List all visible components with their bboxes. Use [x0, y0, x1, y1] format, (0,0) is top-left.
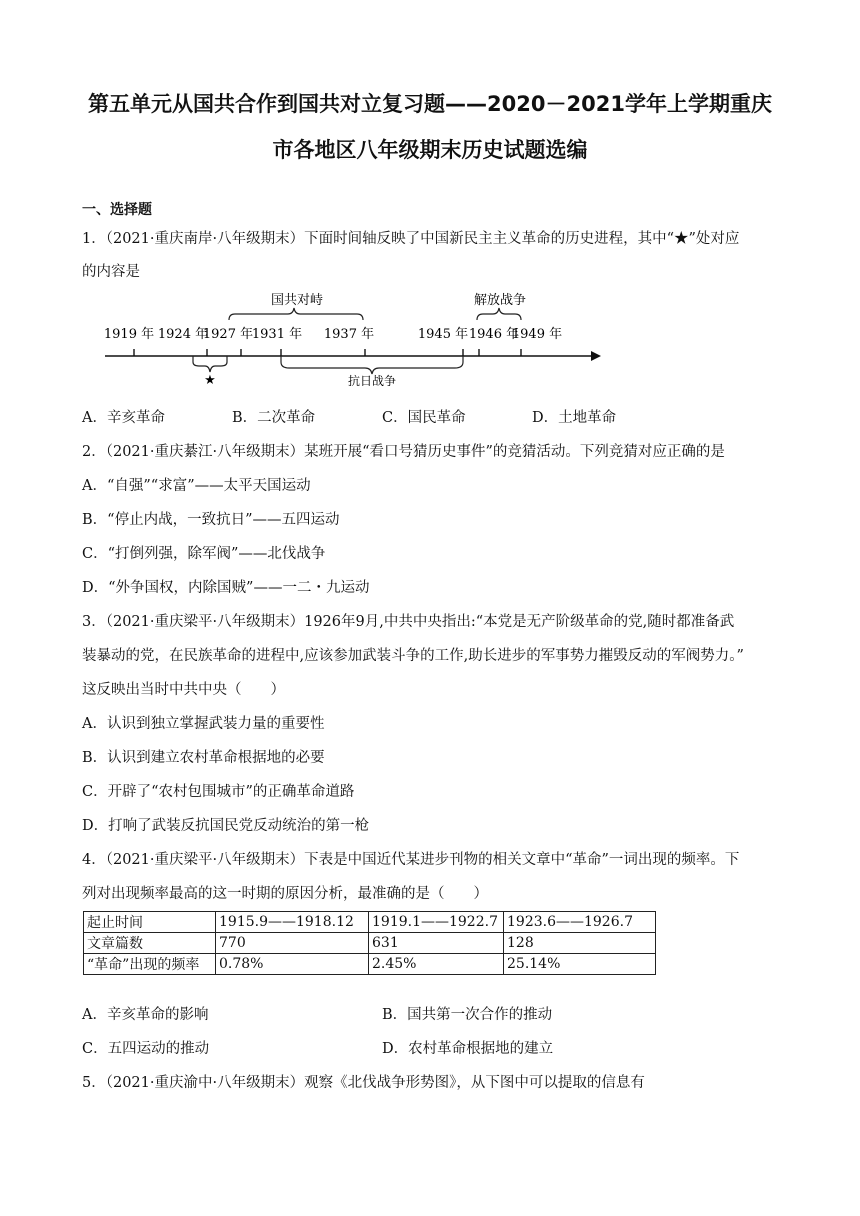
- q2-option-c: C．“打倒列强，除军阀”——北伐战争: [82, 546, 326, 562]
- q4-option-b: B．国共第一次合作的推动: [382, 1007, 553, 1023]
- table-cell: 128: [504, 933, 656, 954]
- q4-stem-line-1: 4．（2021·重庆梁平·八年级期末）下表是中国近代某进步刊物的相关文章中“革命”一词出现的频率。下: [82, 852, 740, 868]
- table-cell: 2.45%: [369, 954, 504, 975]
- q3-option-c: C．开辟了“农村包围城市”的正确革命道路: [82, 784, 355, 800]
- q5-stem: 5．（2021·重庆渝中·八年级期末）观察《北伐战争形势图》，从下图中可以提取的信息有: [82, 1075, 645, 1091]
- table-cell: 文章篇数: [84, 933, 216, 954]
- q3-option-d: D．打响了武装反抗国民党反动统治的第一枪: [82, 818, 370, 834]
- q3-option-b: B．认识到建立农村革命根据地的必要: [82, 750, 325, 766]
- year-1945: 1945 年: [417, 327, 469, 342]
- year-1946: 1946 年: [468, 327, 520, 342]
- q4-stem-line-2: 列对出现频率最高的这一时期的原因分析，最准确的是（ ）: [82, 886, 488, 902]
- table-row: [84, 912, 656, 933]
- star-brace: [193, 356, 227, 372]
- table-cell: 25.14%: [504, 954, 656, 975]
- q4-option-c: C．五四运动的推动: [82, 1041, 210, 1057]
- q3-stem-line-2: 装暴动的党，在民族革命的进程中,应该参加武装斗争的工作,助长进步的军事势力摧毁反动的军阀势力。”: [82, 648, 744, 664]
- label-standoff: 国共对峙: [270, 293, 324, 308]
- year-1927: 1927 年: [202, 327, 254, 342]
- q1-stem-line-1: 1．（2021·重庆南岸·八年级期末）下面时间轴反映了中国新民主主义革命的历史进程，其中“★”处对应: [82, 231, 740, 247]
- q4-option-d: D．农村革命根据地的建立: [382, 1041, 554, 1057]
- q4-option-a: A．辛亥革命的影响: [82, 1007, 209, 1023]
- q1-option-b: B．二次革命: [232, 410, 316, 426]
- year-1949: 1949 年: [511, 327, 563, 342]
- q2-stem: 2．（2021·重庆綦江·八年级期末）某班开展“看口号猜历史事件”的竞猜活动。下列竞猜对应正确的是: [82, 444, 725, 460]
- document-title-line-2: 市各地区八年级期末历史试题选编: [272, 138, 588, 162]
- resistance-brace: [281, 356, 463, 374]
- table-cell: 770: [216, 933, 369, 954]
- q3-option-a: A．认识到独立掌握武装力量的重要性: [82, 716, 325, 732]
- q1-option-d: D．土地革命: [532, 410, 617, 426]
- year-1931: 1931 年: [251, 327, 303, 342]
- timeline-arrow: [591, 351, 601, 361]
- table-cell: 起止时间: [84, 912, 216, 933]
- table-cell: 1919.1——1922.7: [369, 912, 504, 933]
- frequency-table: [83, 911, 656, 975]
- q1-stem-line-2: 的内容是: [82, 264, 140, 280]
- label-war-of-liberation: 解放战争: [473, 293, 527, 308]
- timeline-diagram: [95, 286, 605, 386]
- year-1919: 1919 年: [103, 327, 155, 342]
- liberation-brace: [477, 308, 521, 320]
- q2-option-d: D．“外争国权，内除国贼”——一二・九运动: [82, 580, 370, 596]
- standoff-brace: [229, 308, 363, 320]
- table-row: [84, 954, 656, 975]
- q1-option-c: C．国民革命: [382, 410, 466, 426]
- table-cell: 0.78%: [216, 954, 369, 975]
- document-title-line-1: 第五单元从国共合作到国共对立复习题——2020－2021学年上学期重庆: [88, 92, 772, 116]
- table-cell: 1915.9——1918.12: [216, 912, 369, 933]
- section-heading: 一、选择题: [82, 202, 152, 218]
- label-resistance: 抗日战争: [347, 374, 397, 386]
- q3-stem-line-3: 这反映出当时中共中央（ ）: [82, 682, 285, 698]
- q2-option-b: B．“停止内战，一致抗日”——五四运动: [82, 512, 340, 528]
- table-cell: 631: [369, 933, 504, 954]
- table-row: [84, 933, 656, 954]
- year-1924: 1924 年: [157, 327, 209, 342]
- table-cell: 1923.6——1926.7: [504, 912, 656, 933]
- q1-option-a: A．辛亥革命: [82, 410, 165, 426]
- star-mark: ★: [204, 373, 216, 386]
- q3-stem-line-1: 3．（2021·重庆梁平·八年级期末）1926年9月,中共中央指出:“本党是无产阶级革命的党,随时都准备武: [82, 614, 735, 630]
- table-cell: “革命”出现的频率: [84, 954, 216, 975]
- q2-option-a: A．“自强”“求富”——太平天国运动: [82, 478, 311, 494]
- year-1937: 1937 年: [323, 327, 375, 342]
